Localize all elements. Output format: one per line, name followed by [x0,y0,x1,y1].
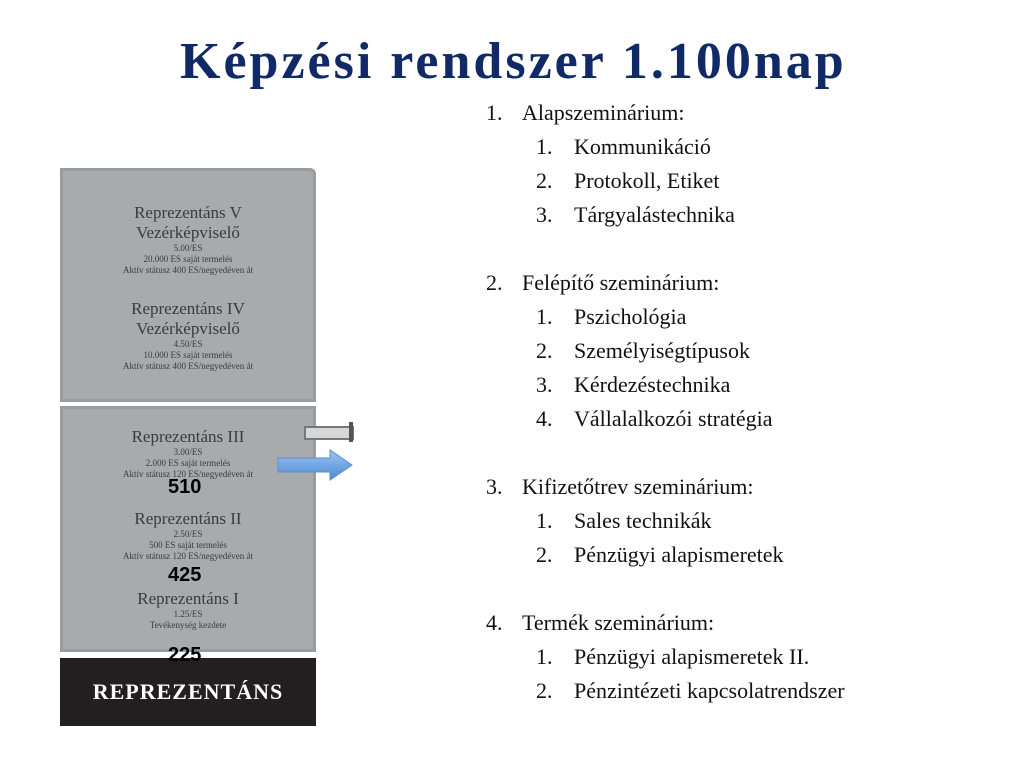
seminar-label: Kifizetőtrev szeminárium: [522,474,754,499]
subitem-number: 3. [536,372,553,397]
seminar-subitem [486,504,1006,538]
rank-3-title: Reprezentáns III [131,427,245,446]
subitem-number: 2. [536,168,553,193]
rank-2-rate: 2.50/ES [173,529,203,539]
subitem-label: Személyiségtípusok [574,338,750,363]
seminar-number: 2. [486,270,503,295]
rank-2-status: Aktív státusz 120 ES/negyedéven át [123,551,253,561]
subitem-label: Protokoll, Etiket [574,168,720,193]
rank-3-rate: 3.00/ES [173,447,203,457]
seminar-subitem [486,368,1006,402]
representative-banner: REPREZENTÁNS [60,658,316,726]
rank-5-status: Aktív státusz 400 ES/negyedéven át [123,265,253,275]
rank-3-production: 2.000 ES saját termelés [145,458,231,468]
rank-4-status: Aktív státusz 400 ES/negyedéven át [123,361,253,371]
seminar-number: 1. [486,100,503,125]
seminar-subitem [486,402,1006,436]
subitem-label: Pénzintézeti kapcsolatrendszer [574,678,845,703]
subitem-label: Pénzügyi alapismeretek [574,542,784,567]
rank-5-subtitle: Vezérképviselő [136,223,240,242]
ladder-panel-upper [60,168,316,402]
subitem-number: 3. [536,202,553,227]
ladder-panel-lower [60,406,316,652]
seminar-list [486,96,1006,708]
rank-4-subtitle: Vezérképviselő [136,319,240,338]
subitem-label: Sales technikák [574,508,712,533]
rank-1-start: Tevékenység kezdete [149,620,227,630]
rank-5-production: 20.000 ES saját termelés [143,254,233,264]
seminar-subitem [486,130,1006,164]
subitem-number: 4. [536,406,553,431]
seminar-label: Termék szeminárium: [522,610,715,635]
seminar-item [486,470,1006,504]
seminar-subitem [486,538,1006,572]
seminar-subitem [486,300,1006,334]
rank-1-title: Reprezentáns I [137,589,239,608]
rank-5-title: Reprezentáns V [134,203,242,222]
connector-cap [349,422,353,442]
rank-4-rate: 4.50/ES [173,339,203,349]
rank-5-rate: 5.00/ES [173,243,203,253]
subitem-number: 2. [536,338,553,363]
value-225: 225 [168,644,202,666]
subitem-number: 1. [536,644,553,669]
subitem-number: 1. [536,508,553,533]
subitem-label: Vállalalkozói stratégia [574,406,773,431]
subitem-number: 1. [536,134,553,159]
seminar-item [486,96,1006,130]
rank-4-title: Reprezentáns IV [131,299,245,318]
seminar-subitem [486,164,1006,198]
rank-2-title: Reprezentáns II [134,509,242,528]
connector-bar [304,426,354,440]
value-425: 425 [168,564,202,586]
slide-title: Képzési rendszer 1.100nap [180,33,847,90]
seminar-subitem [486,334,1006,368]
subitem-label: Kérdezéstechnika [574,372,731,397]
subitem-label: Pszichológia [574,304,687,329]
subitem-label: Pénzügyi alapismeretek II. [574,644,810,669]
value-510: 510 [168,476,202,498]
rank-3-status: Aktív státusz 120 ES/negyedéven át [123,469,253,479]
rank-1-rate: 1.25/ES [173,609,203,619]
seminar-item [486,266,1006,300]
subitem-number: 1. [536,304,553,329]
subitem-label: Kommunikáció [574,134,711,159]
representative-ladder-diagram [60,168,360,728]
seminar-subitem [486,674,1006,708]
subitem-label: Tárgyalástechnika [574,202,735,227]
rank-4-production: 10.000 ES saját termelés [143,350,233,360]
seminar-number: 3. [486,474,503,499]
seminar-label: Alapszeminárium: [522,100,685,125]
seminar-subitem [486,198,1006,232]
seminar-label: Felépítő szeminárium: [522,270,720,295]
rank-2-production: 500 ES saját termelés [149,540,227,550]
seminar-subitem [486,640,1006,674]
subitem-number: 2. [536,678,553,703]
seminar-number: 4. [486,610,503,635]
subitem-number: 2. [536,542,553,567]
right-arrow-icon [276,448,354,482]
seminar-item [486,606,1006,640]
